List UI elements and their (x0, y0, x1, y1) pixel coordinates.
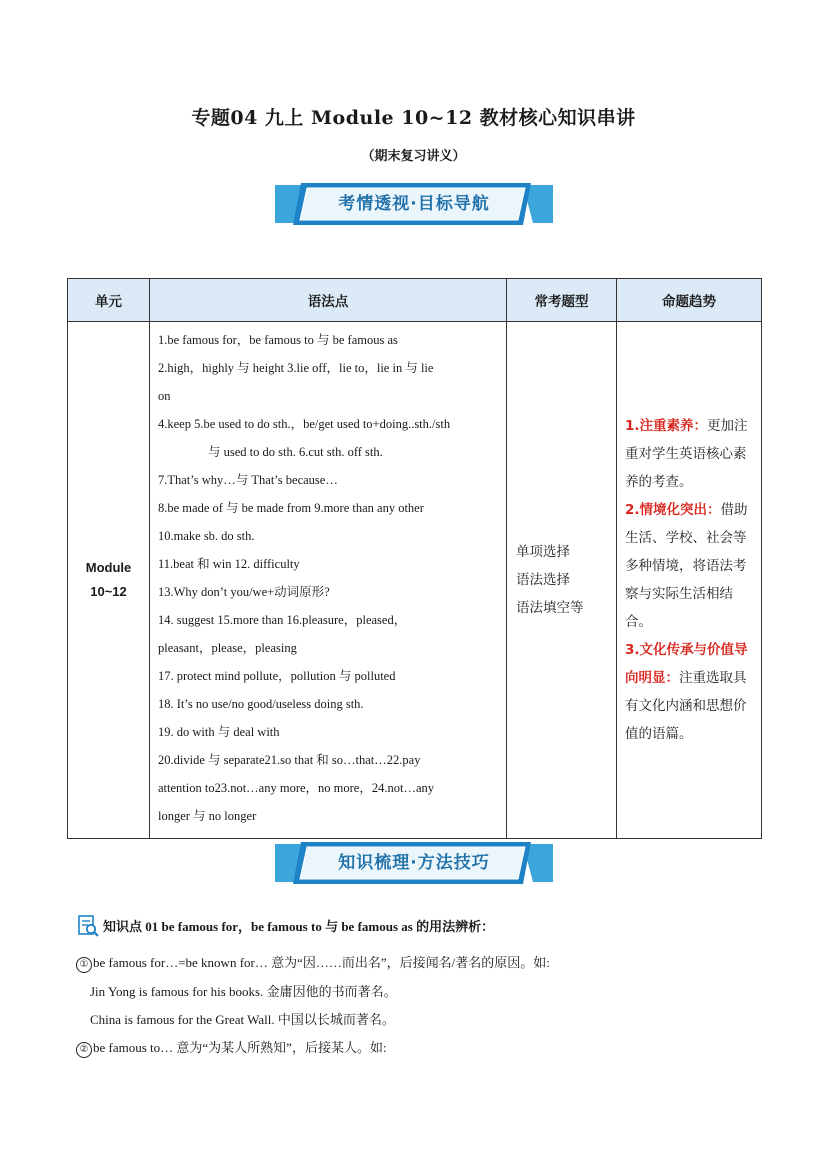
knowledge-item-2 (76, 1037, 387, 1058)
grammar-line: 14. suggest 15.more than 16.pleasure，pleased， (158, 613, 407, 627)
unit-line-2: 10~12 (90, 584, 127, 599)
number-badge-2: ② (76, 1042, 92, 1058)
grammar-cell (150, 322, 507, 839)
banner-exam-guide (275, 181, 553, 227)
number-badge-1: ① (76, 957, 92, 973)
page-subtitle: （期末复习讲义） (361, 149, 466, 164)
grammar-line: 与 used to do sth. 6.cut sth. off sth. (208, 445, 383, 459)
type-item: 单项选择 (516, 544, 570, 560)
grammar-line: on (158, 389, 171, 403)
grammar-line: 1.be famous for，be famous to 与 be famous as (158, 333, 398, 347)
trend-text-2: 借助生活、学校、社会等多种情境，将语法考察与实际生活相结合。 (625, 502, 748, 630)
example-2: China is famous for the Great Wall. 中国以长城而著名。 (90, 1012, 395, 1027)
type-item: 语法填空等 (516, 600, 584, 616)
banner-knowledge-text: 知识梳理·方法技巧 (338, 853, 490, 873)
example-1: Jin Yong is famous for his books. 金庸因他的书而著名。 (90, 984, 397, 999)
trend-item-2 (625, 496, 755, 636)
grammar-line: 8.be made of 与 be made from 9.more than any other (158, 501, 424, 515)
trend-text-3: 注重选取具有文化内涵和思想价值的语篇。 (625, 670, 747, 742)
header-types: 常考题型 (507, 279, 617, 322)
unit-cell (68, 322, 150, 839)
grammar-line: 7.That’s why…与 That’s because… (158, 473, 338, 487)
item-1-text: be famous for…=be known for… 意为“因……而出名”，后接闻名/著名的原因。如: (93, 955, 550, 970)
grammar-line: 11.beat 和 win 12. difficulty (158, 557, 300, 571)
grammar-line: 2.high，highly 与 height 3.lie off，lie to，lie in 与 lie (158, 361, 434, 375)
grammar-line: 18. It’s no use/no good/useless doing sth. (158, 697, 364, 711)
grammar-line: 13.Why don’t you/we+动词原形? (158, 585, 330, 599)
magnifier-document-icon (77, 915, 99, 941)
page-title: 专题04 九上 Module 10~12 教材核心知识串讲 (191, 107, 636, 129)
trend-text-1: 更加注重对学生英语核心素养的考查。 (625, 418, 748, 490)
trend-item-1 (625, 412, 755, 496)
grammar-line: 4.keep 5.be used to do sth.，be/get used to+doing..sth./sth (158, 417, 451, 431)
trend-item-3 (625, 636, 755, 748)
knowledge-heading-text: 知识点 01 be famous for，be famous to 与 be famous as 的用法辨析： (103, 918, 495, 934)
knowledge-heading (77, 915, 494, 941)
header-grammar: 语法点 (150, 279, 507, 322)
types-cell (507, 322, 617, 839)
trend-label-3: 3.文化传承与价值导向明显： (625, 642, 748, 686)
trend-label-2: 2.情境化突出： (625, 502, 721, 518)
trend-cell (617, 322, 762, 839)
banner-knowledge (275, 840, 553, 886)
grammar-line: 19. do with 与 deal with (158, 725, 280, 739)
grammar-line: pleasant，please，pleasing (158, 641, 297, 655)
grammar-line: longer 与 no longer (158, 809, 257, 823)
grammar-line: 20.divide 与 separate21.so that 和 so…that…22.pay (158, 753, 421, 767)
grammar-line: attention to23.not…any more，no more，24.not…any (158, 781, 434, 795)
grammar-line: 17. protect mind pollute，pollution 与 polluted (158, 669, 396, 683)
banner-exam-guide-text: 考情透视·目标导航 (338, 194, 490, 214)
grammar-line: 10.make sb. do sth. (158, 529, 255, 543)
knowledge-item-1 (76, 952, 550, 973)
item-2-text: be famous to… 意为“为某人所熟知”，后接某人。如: (93, 1040, 387, 1055)
header-trend: 命题趋势 (617, 279, 762, 322)
type-item: 语法选择 (516, 572, 570, 588)
header-unit: 单元 (68, 279, 150, 322)
syllabus-table (67, 278, 762, 839)
trend-label-1: 1.注重素养： (625, 418, 708, 434)
unit-line-1: Module (85, 560, 132, 575)
